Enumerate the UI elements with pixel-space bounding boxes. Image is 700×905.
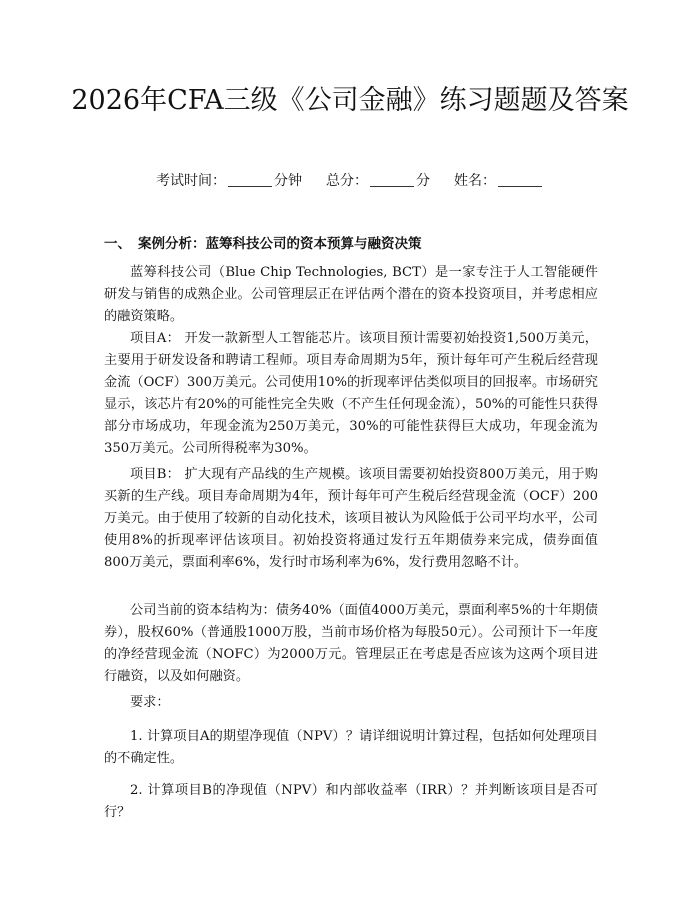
project-a-paragraph: 项目A： 开发一款新型人工智能芯片。该项目预计需要初始投资1,500万美元，主要用于研发设备和聘请工程师。项目寿命周期为5年，预计每年可产生税后经营现金流（OCF）300万美元。公司使用10%的折现率评估类似项目的回报率。市场研究显示，该芯片有20%的可能性完全失败（不产生任何现金流），50%的可能性只获得部分市场成功，年现金流为250万美元，30%的可能性获得巨大成功，年现金流为350万美元。公司所得税率为30%。: [104, 331, 598, 456]
question-1: 1. 计算项目A的期望净现值（NPV）？请详细说明计算过程，包括如何处理项目的不确定性。: [104, 729, 598, 766]
requirements-label: 要求：: [130, 695, 170, 710]
score-blank: [370, 173, 414, 187]
section-heading: [104, 232, 422, 252]
section-title: 案例分析：蓝筹科技公司的资本预算与融资决策: [138, 236, 422, 252]
page-title: 2026年CFA三级《公司金融》练习题题及答案: [71, 85, 629, 116]
project-b-paragraph: 项目B： 扩大现有产品线的生产规模。该项目需要初始投资800万美元，用于购买新的生产线。项目寿命周期为4年，预计每年可产生税后经营现金流（OCF）200万美元。由于使用了较新的自动化技术，该项目被认为风险低于公司平均水平，公司使用8%的折现率评估该项目。初始投资将通过发行五年期债券来完成，债券面值800万美元，票面利率6%，发行时市场利率为6%，发行费用忽略不计。: [104, 467, 598, 570]
section-number: 一、: [104, 236, 131, 252]
time-label: 考试时间：: [156, 174, 226, 189]
score-label: 总分：: [326, 174, 368, 189]
question-2: 2. 计算项目B的净现值（NPV）和内部收益率（IRR）？并判断该项目是否可行？: [104, 783, 598, 820]
score-unit: 分: [416, 174, 430, 189]
time-unit: 分钟: [274, 174, 302, 189]
intro-paragraph: 蓝筹科技公司（Blue Chip Technologies, BCT）是一家专注于人工智能硬件研发与销售的成熟企业。公司管理层正在评估两个潜在的资本投资项目，并考虑相应的融资策略。: [104, 265, 598, 324]
time-blank: [228, 173, 272, 187]
name-label: 姓名：: [454, 174, 496, 189]
capital-structure-paragraph: 公司当前的资本结构为：债务40%（面值4000万美元，票面利率5%的十年期债券），股权60%（普通股1000万股，当前市场价格为每股50元）。公司预计下一年度的净经营现金流（NOFC）为2000万元。管理层正在考虑是否应该为这两个项目进行融资，以及如何融资。: [104, 603, 598, 684]
exam-meta: [0, 170, 700, 190]
name-blank: [498, 173, 542, 187]
